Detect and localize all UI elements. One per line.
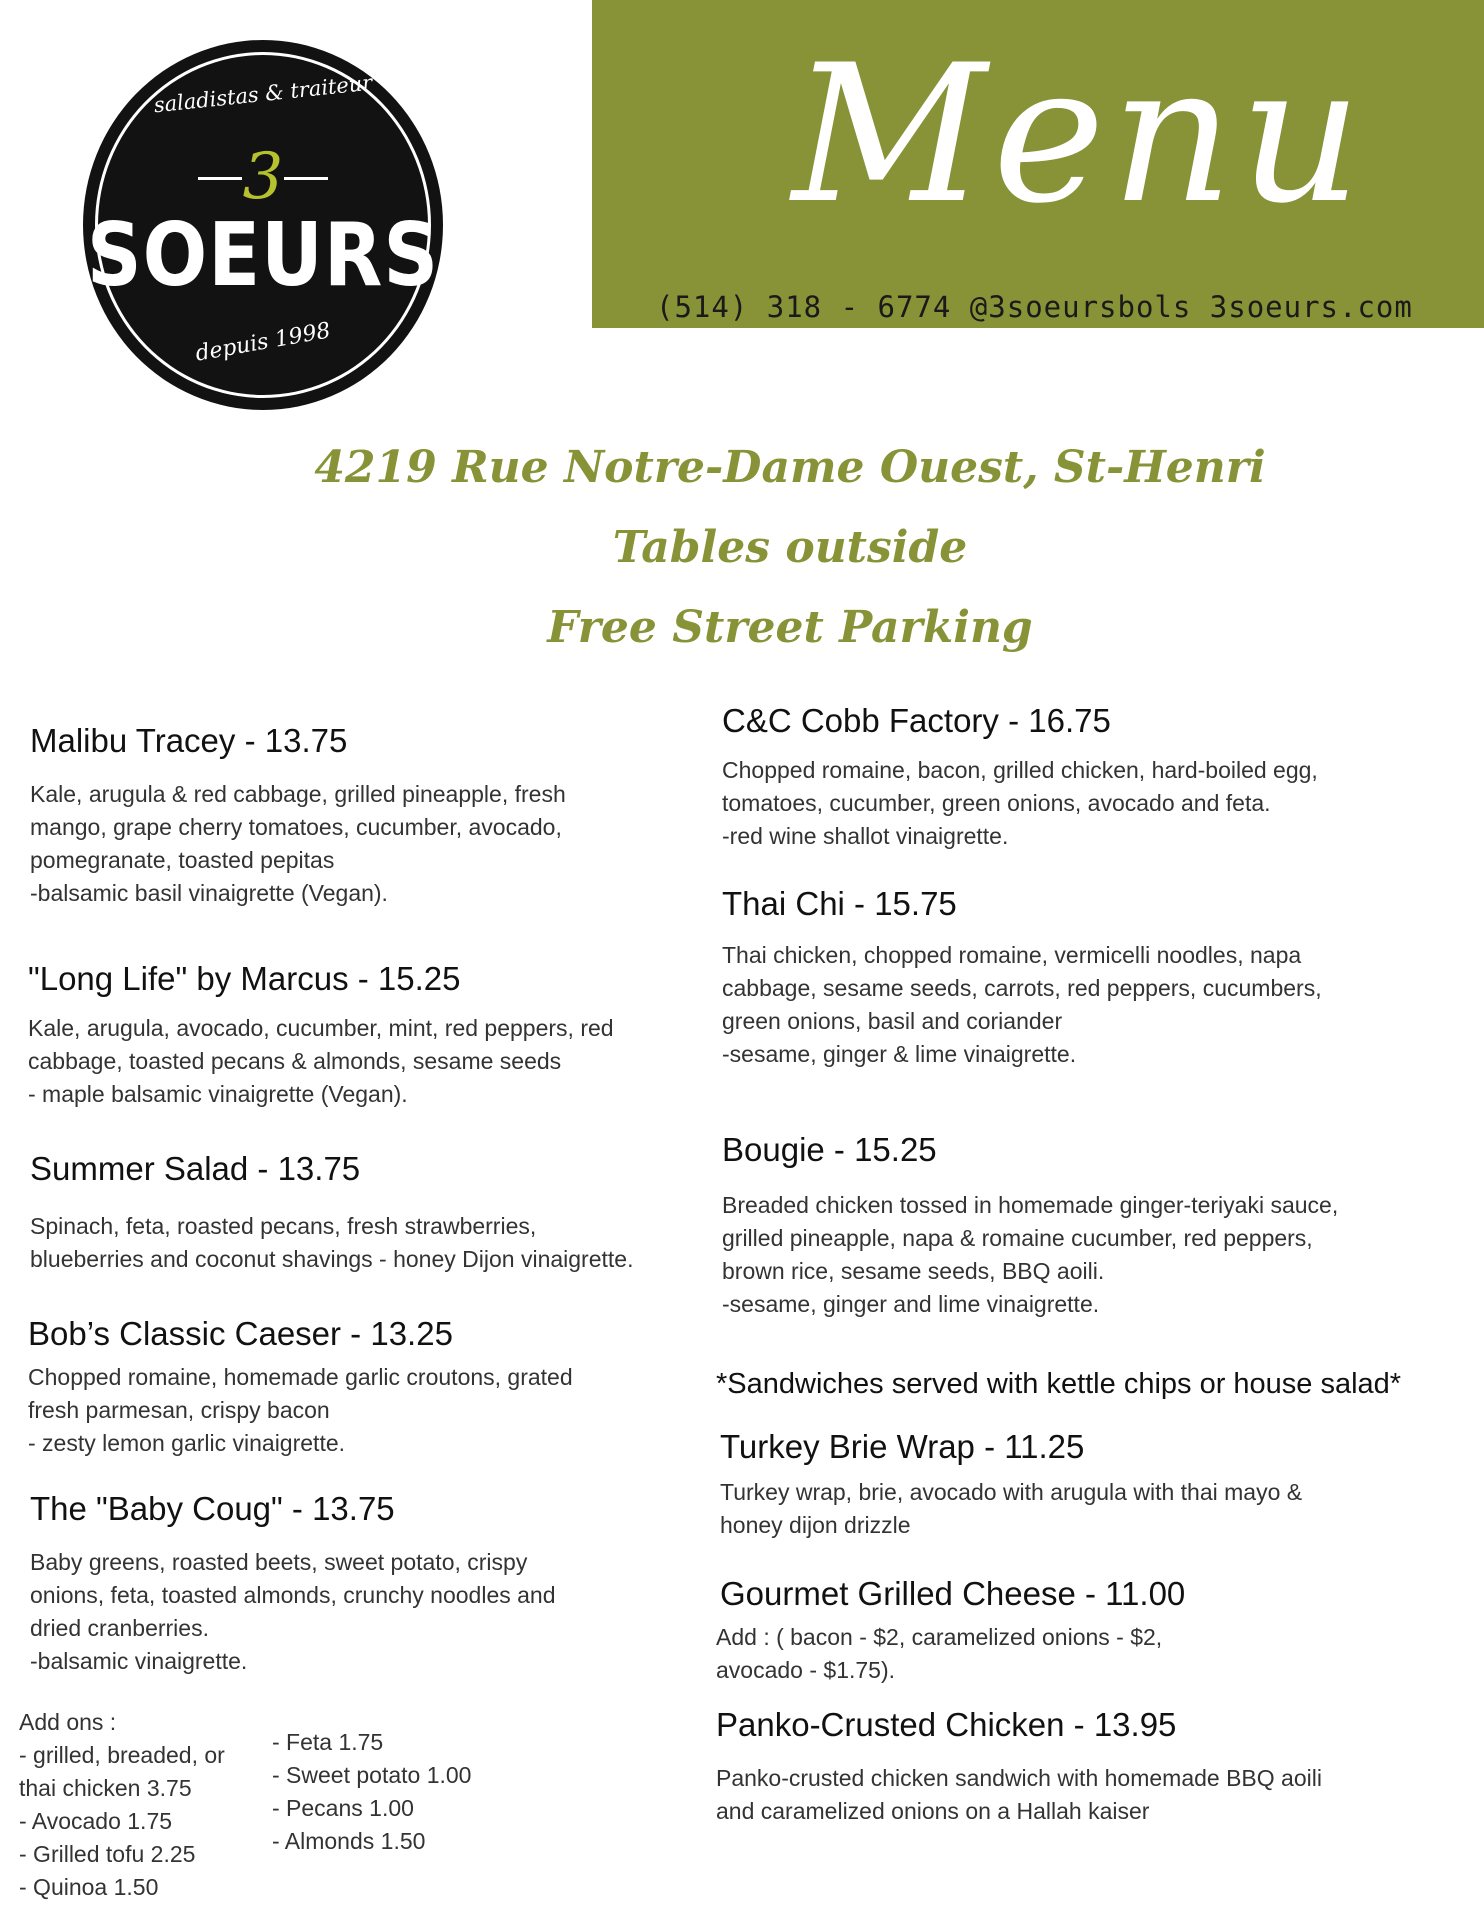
item-description: Panko-crusted chicken sandwich with homemade BBQ aoili and caramelized onions on a Hallah kaiser (716, 1765, 1322, 1824)
menu-item-classic-caeser (28, 1315, 573, 1460)
item-description: Kale, arugula & red cabbage, grilled pineapple, fresh mango, grape cherry tomatoes, cucumber, avocado, pomegranate, toasted pepitas -balsamic basil vinaigrette (Vegan). (30, 781, 566, 906)
item-title: Thai Chi - 15.75 (722, 885, 957, 922)
seating-line: Tables outside (612, 522, 968, 573)
menu-item-baby-coug (30, 1490, 556, 1678)
menu-item-thai-chi (722, 885, 1322, 1071)
add-ons-list-more: - Feta 1.75 - Sweet potato 1.00 - Pecans 1.00 - Almonds 1.50 (272, 1729, 472, 1854)
logo (83, 40, 443, 410)
item-description: Breaded chicken tossed in homemade ginger-teriyaki sauce, grilled pineapple, napa & romaine cucumber, red peppers, brown rice, sesame seeds, BBQ aoili. -sesame, ginger and lime vinaigrette. (722, 1192, 1339, 1317)
item-title: Gourmet Grilled Cheese - 11.00 (720, 1575, 1186, 1612)
address-line: 4219 Rue Notre-Dame Ouest, St-Henri (314, 442, 1266, 493)
item-description: Add : ( bacon - $2, caramelized onions - $2, avocado - $1.75). (716, 1624, 1163, 1683)
item-description: Spinach, feta, roasted pecans, fresh strawberries, blueberries and coconut shavings - honey Dijon vinaigrette. (30, 1213, 634, 1272)
item-title: Panko-Crusted Chicken - 13.95 (716, 1706, 1177, 1743)
parking-line: Free Street Parking (547, 602, 1033, 653)
menu-item-long-life (28, 960, 614, 1111)
item-title: The "Baby Coug" - 13.75 (30, 1490, 395, 1527)
item-description: Chopped romaine, homemade garlic croutons, grated fresh parmesan, crispy bacon - zesty lemon garlic vinaigrette. (28, 1364, 573, 1456)
item-title: C&C Cobb Factory - 16.75 (722, 702, 1111, 739)
menu-title: Menu (792, 24, 1368, 245)
contact-line: (514) 318 - 6774 @3soeursbols 3soeurs.com (656, 290, 1413, 324)
menu-item-bougie (722, 1131, 1338, 1321)
item-title: "Long Life" by Marcus - 15.25 (28, 960, 461, 997)
item-description: Thai chicken, chopped romaine, vermicelli noodles, napa cabbage, sesame seeds, carrots, red peppers, cucumbers, green onions, basil and coriander -sesame, ginger & lime vinaigrette. (722, 942, 1322, 1067)
item-title: Summer Salad - 13.75 (30, 1150, 361, 1187)
menu-item-malibu-tracey (30, 722, 566, 910)
item-description: Turkey wrap, brie, avocado with arugula with thai mayo & honey dijon drizzle (720, 1479, 1303, 1538)
item-description: Kale, arugula, avocado, cucumber, mint, red peppers, red cabbage, toasted pecans & almonds, sesame seeds - maple balsamic vinaigrette (Vegan). (28, 1015, 614, 1107)
item-title: Malibu Tracey - 13.75 (30, 722, 348, 759)
menu-item-summer-salad (30, 1150, 633, 1276)
add-ons-list: Add ons : - grilled, breaded, or thai chicken 3.75 - Avocado 1.75 - Grilled tofu 2.25 - Quinoa 1.50 (19, 1709, 225, 1900)
item-description: Chopped romaine, bacon, grilled chicken, hard-boiled egg, tomatoes, cucumber, green onions, avocado and feta. -red wine shallot vinaigrette. (722, 757, 1318, 849)
item-title: Bob’s Classic Caeser - 13.25 (28, 1315, 453, 1352)
logo-dash-right (284, 177, 328, 180)
item-title: Bougie - 15.25 (722, 1131, 937, 1168)
menu-item-cobb-factory (722, 702, 1318, 853)
logo-since: depuis 1998 (193, 318, 333, 367)
logo-tagline: saladistas & traiteur (152, 70, 374, 118)
item-title: Turkey Brie Wrap - 11.25 (720, 1428, 1085, 1465)
logo-number: 3 (242, 140, 284, 214)
item-description: Baby greens, roasted beets, sweet potato, crispy onions, feta, toasted almonds, crunchy noodles and dried cranberries. -balsamic vinaigrette. (30, 1549, 556, 1674)
menu-item-panko-chicken (716, 1706, 1322, 1828)
address-block (250, 428, 1330, 668)
menu-item-turkey-brie-wrap (720, 1428, 1302, 1542)
logo-name: SOEURS (86, 203, 440, 306)
sandwich-note: *Sandwiches served with kettle chips or house salad* (716, 1368, 1402, 1400)
header-band (592, 0, 1484, 328)
menu-item-grilled-cheese (716, 1575, 1186, 1687)
